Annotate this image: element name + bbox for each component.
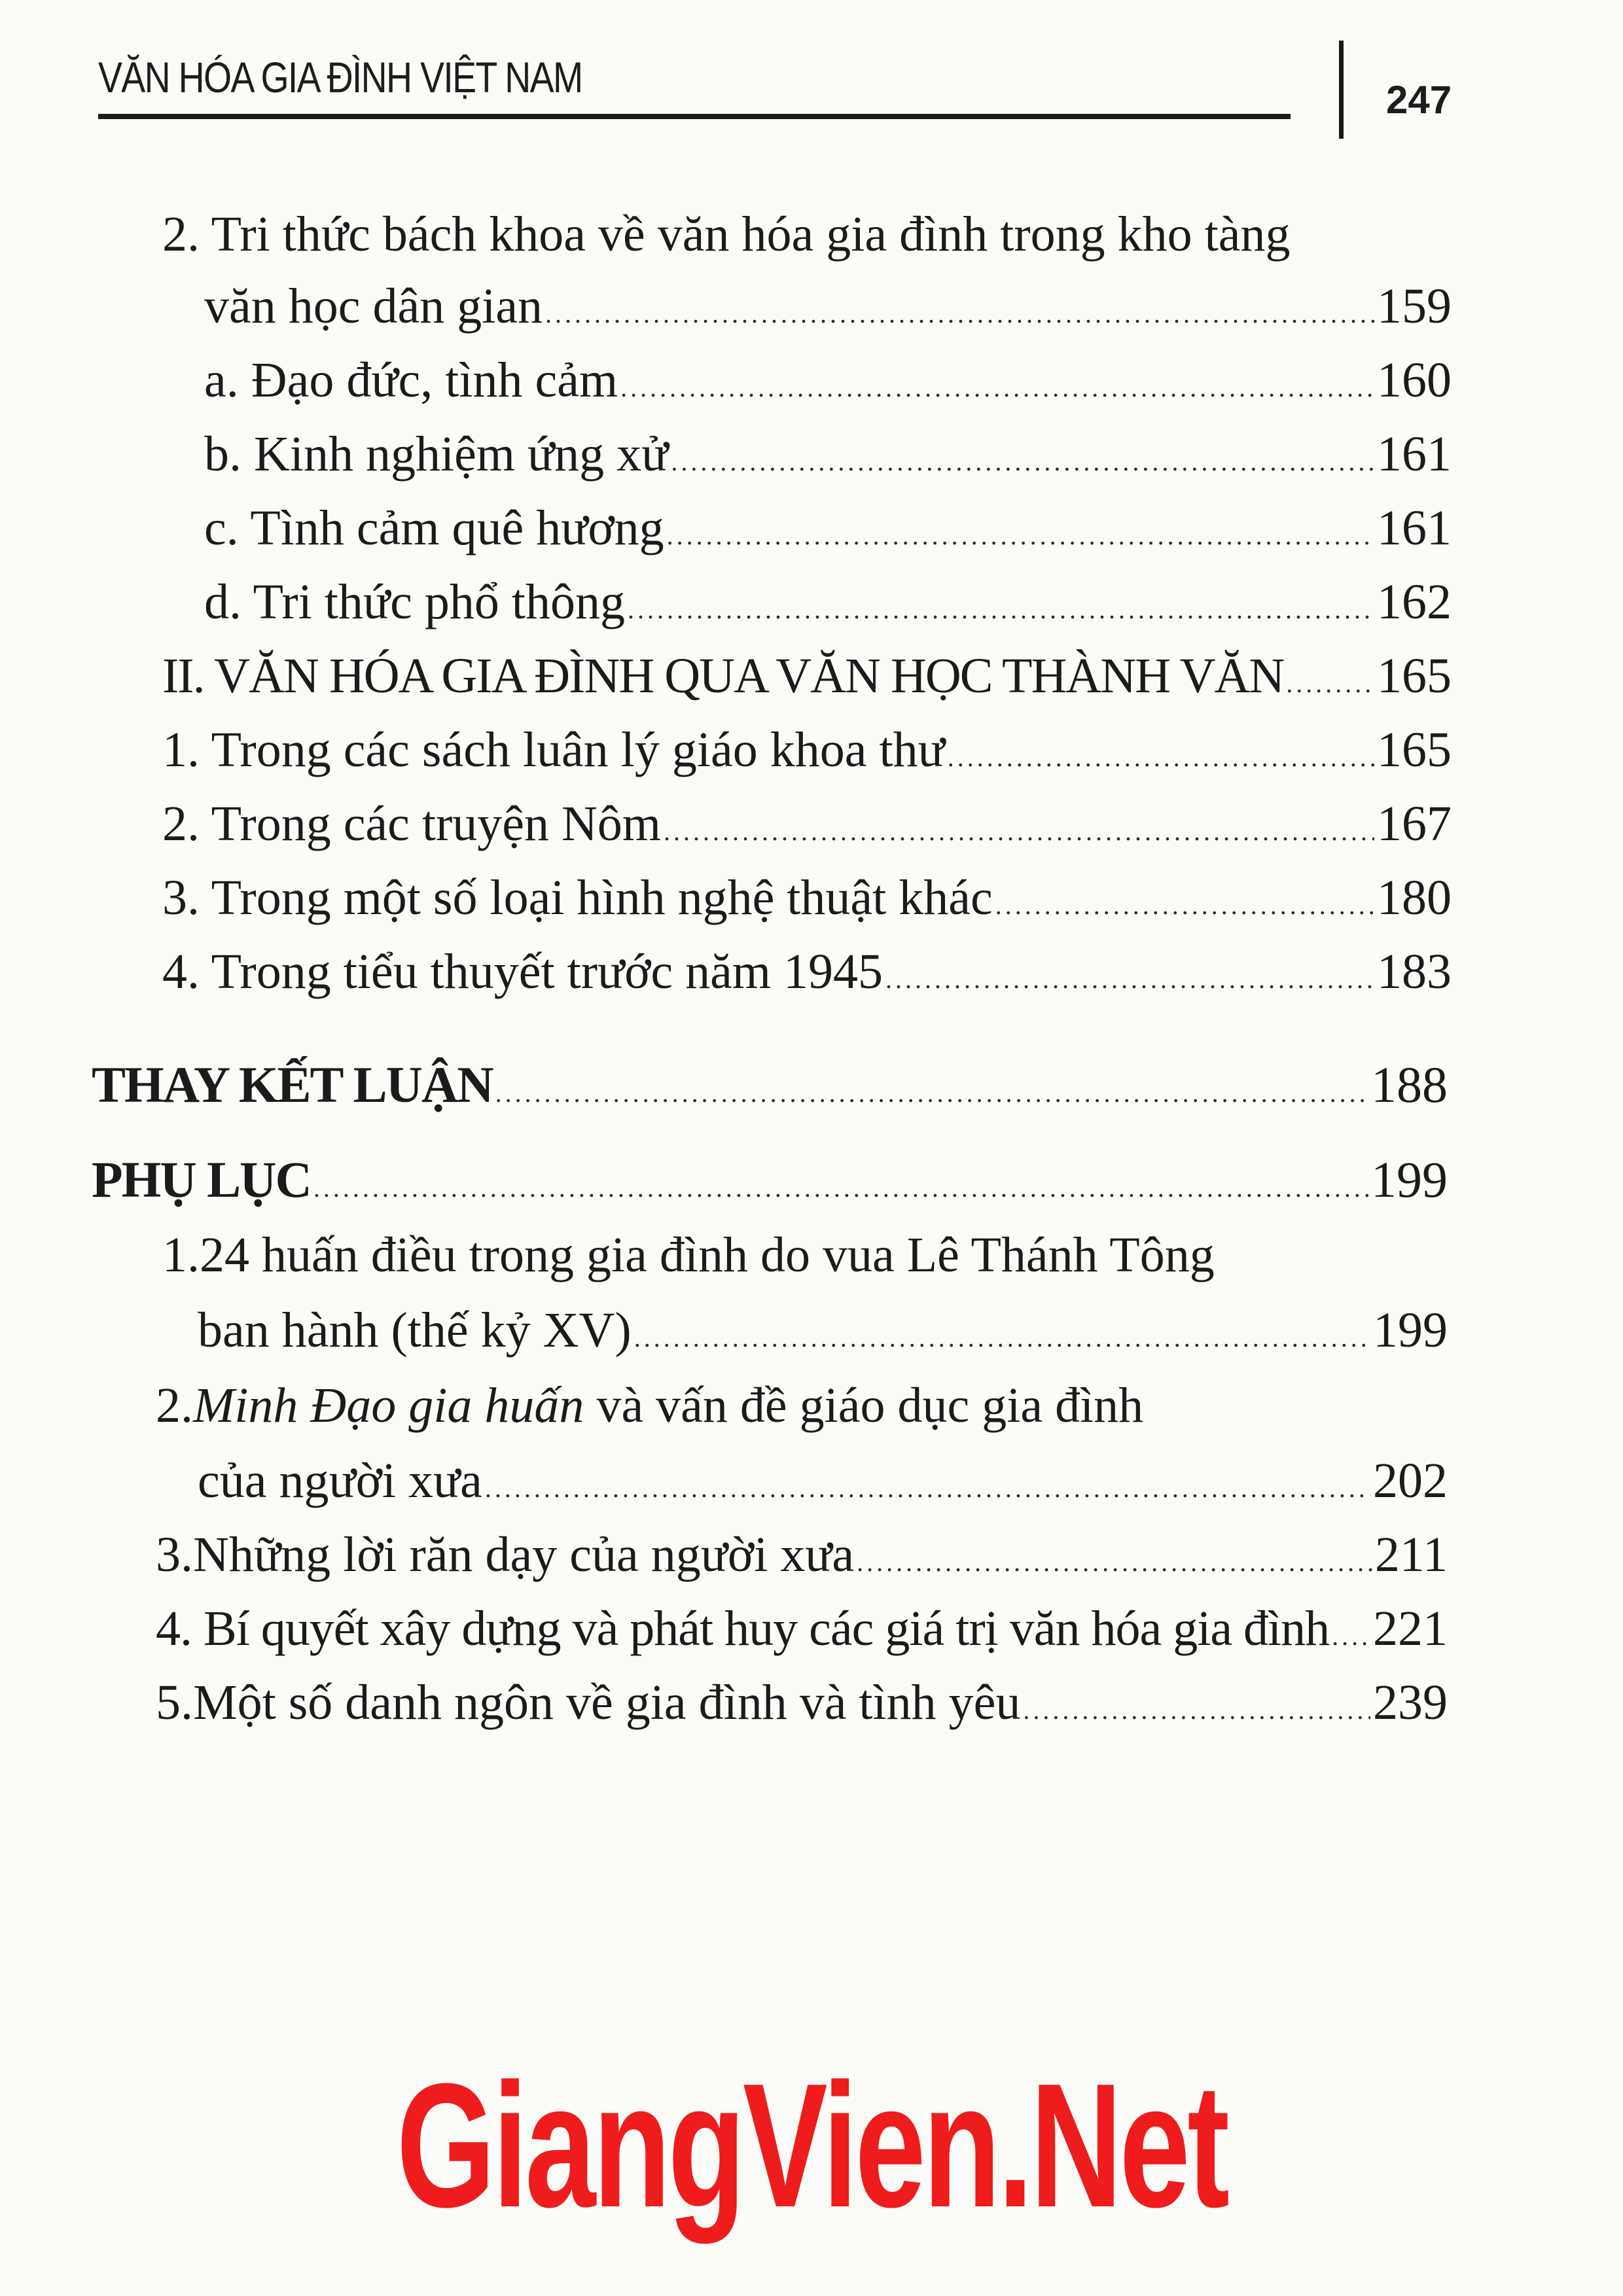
toc-entry-text-rest: và vấn đề giáo dục gia đình xyxy=(584,1378,1144,1433)
dot-leader xyxy=(1332,1605,1370,1668)
toc-entry xyxy=(156,1671,1448,1734)
toc-entry-text: 4. Trong tiểu thuyết trước năm 1945 xyxy=(162,944,883,999)
toc-entry xyxy=(162,866,1452,929)
header-rule xyxy=(98,114,1291,119)
toc-entry xyxy=(198,1449,1448,1512)
toc-page-ref: 199 xyxy=(1373,1303,1448,1358)
toc-entry xyxy=(204,349,1452,412)
toc-chapter-entry xyxy=(92,1053,1448,1116)
dot-leader xyxy=(948,726,1374,789)
dot-leader xyxy=(667,504,1374,567)
toc-entry xyxy=(162,792,1452,855)
toc-chapter-title: PHỤ LỤC xyxy=(92,1151,311,1208)
toc-entry xyxy=(204,423,1452,486)
toc-entry xyxy=(204,571,1452,633)
toc-page-ref: 183 xyxy=(1377,944,1452,999)
dot-leader xyxy=(620,357,1374,419)
toc-entry-number: 2. xyxy=(156,1378,193,1433)
dot-leader xyxy=(495,1062,1368,1125)
toc-page-ref: 202 xyxy=(1373,1453,1448,1508)
dot-leader xyxy=(671,431,1374,493)
toc-page-ref: 211 xyxy=(1374,1527,1448,1582)
toc-page-ref: 165 xyxy=(1377,648,1452,703)
toc-entry xyxy=(156,1597,1448,1660)
toc-page-ref: 159 xyxy=(1377,279,1452,334)
dot-leader xyxy=(885,948,1374,1011)
toc-entry xyxy=(162,940,1452,1003)
toc-entry-text: của người xưa xyxy=(198,1453,482,1508)
toc-entry-text: d. Tri thức phổ thông xyxy=(204,574,625,629)
toc-page-ref: 161 xyxy=(1377,501,1452,556)
toc-entry xyxy=(198,1299,1448,1362)
header-divider xyxy=(1339,41,1344,139)
toc-entry-text: 1. Trong các sách luân lý giáo khoa thư xyxy=(162,722,945,777)
toc-page-ref: 165 xyxy=(1377,722,1452,777)
dot-leader xyxy=(1023,1679,1370,1742)
watermark-text: GiangVien.Net xyxy=(396,2047,1227,2244)
toc-chapter-entry xyxy=(92,1148,1448,1211)
dot-leader xyxy=(664,800,1374,863)
toc-entry xyxy=(204,275,1452,338)
toc-entry-text: 3.Những lời răn dạy của người xưa xyxy=(156,1527,855,1582)
toc-entry xyxy=(156,1523,1448,1586)
toc-entry-text: b. Kinh nghiệm ứng xử xyxy=(204,427,669,482)
watermark xyxy=(0,2045,1623,2248)
toc-page-ref: 188 xyxy=(1371,1056,1448,1113)
toc-entry-text: 4. Bí quyết xây dựng và phát huy các giá trị văn hóa gia đình xyxy=(156,1601,1330,1656)
dot-leader xyxy=(1286,652,1374,715)
toc-entry-text: ban hành (thế kỷ XV) xyxy=(198,1303,632,1358)
page-number: 247 xyxy=(1386,78,1452,122)
toc-page-ref: 199 xyxy=(1371,1151,1448,1208)
dot-leader xyxy=(857,1531,1372,1594)
toc-page-ref: 180 xyxy=(1377,870,1452,925)
dot-leader xyxy=(485,1457,1370,1520)
toc-entry xyxy=(162,718,1452,781)
toc-page-ref: 167 xyxy=(1377,796,1452,851)
dot-leader xyxy=(545,283,1374,345)
toc-entry-text xyxy=(156,1374,1143,1437)
toc-entry-text: a. Đạo đức, tình cảm xyxy=(204,353,618,408)
dot-leader xyxy=(313,1157,1368,1220)
toc-page-ref: 221 xyxy=(1373,1601,1448,1656)
running-title: VĂN HÓA GIA ĐÌNH VIỆT NAM xyxy=(98,53,582,101)
toc-entry xyxy=(204,497,1452,559)
toc-page-ref: 162 xyxy=(1377,574,1452,629)
toc-entry-text: c. Tình cảm quê hương xyxy=(204,501,664,556)
toc-entry-text: 1.24 huấn điều trong gia đình do vua Lê Thánh Tông xyxy=(162,1227,1215,1282)
dot-leader xyxy=(995,874,1374,937)
dot-leader xyxy=(628,578,1374,641)
toc-entry-text: văn học dân gian xyxy=(204,279,543,334)
toc-chapter-title: THAY KẾT LUẬN xyxy=(92,1056,493,1113)
toc-page-ref: 239 xyxy=(1373,1675,1448,1730)
toc-entry-text: 2. Tri thức bách khoa về văn hóa gia đình trong kho tàng xyxy=(162,207,1291,262)
toc-entry-text: 5.Một số danh ngôn về gia đình và tình yêu xyxy=(156,1675,1021,1730)
toc-entry-text: 3. Trong một số loại hình nghệ thuật khác xyxy=(162,870,993,925)
toc-entry-italic-title: Minh Đạo gia huấn xyxy=(193,1378,584,1433)
dot-leader xyxy=(634,1307,1370,1369)
toc-entry-text: 2. Trong các truyện Nôm xyxy=(162,796,662,851)
toc-page-ref: 160 xyxy=(1377,353,1452,408)
toc-entry xyxy=(162,645,1452,707)
toc-page-ref: 161 xyxy=(1377,427,1452,482)
toc-entry-text: II. VĂN HÓA GIA ĐÌNH QUA VĂN HỌC THÀNH VĂN xyxy=(162,648,1284,703)
